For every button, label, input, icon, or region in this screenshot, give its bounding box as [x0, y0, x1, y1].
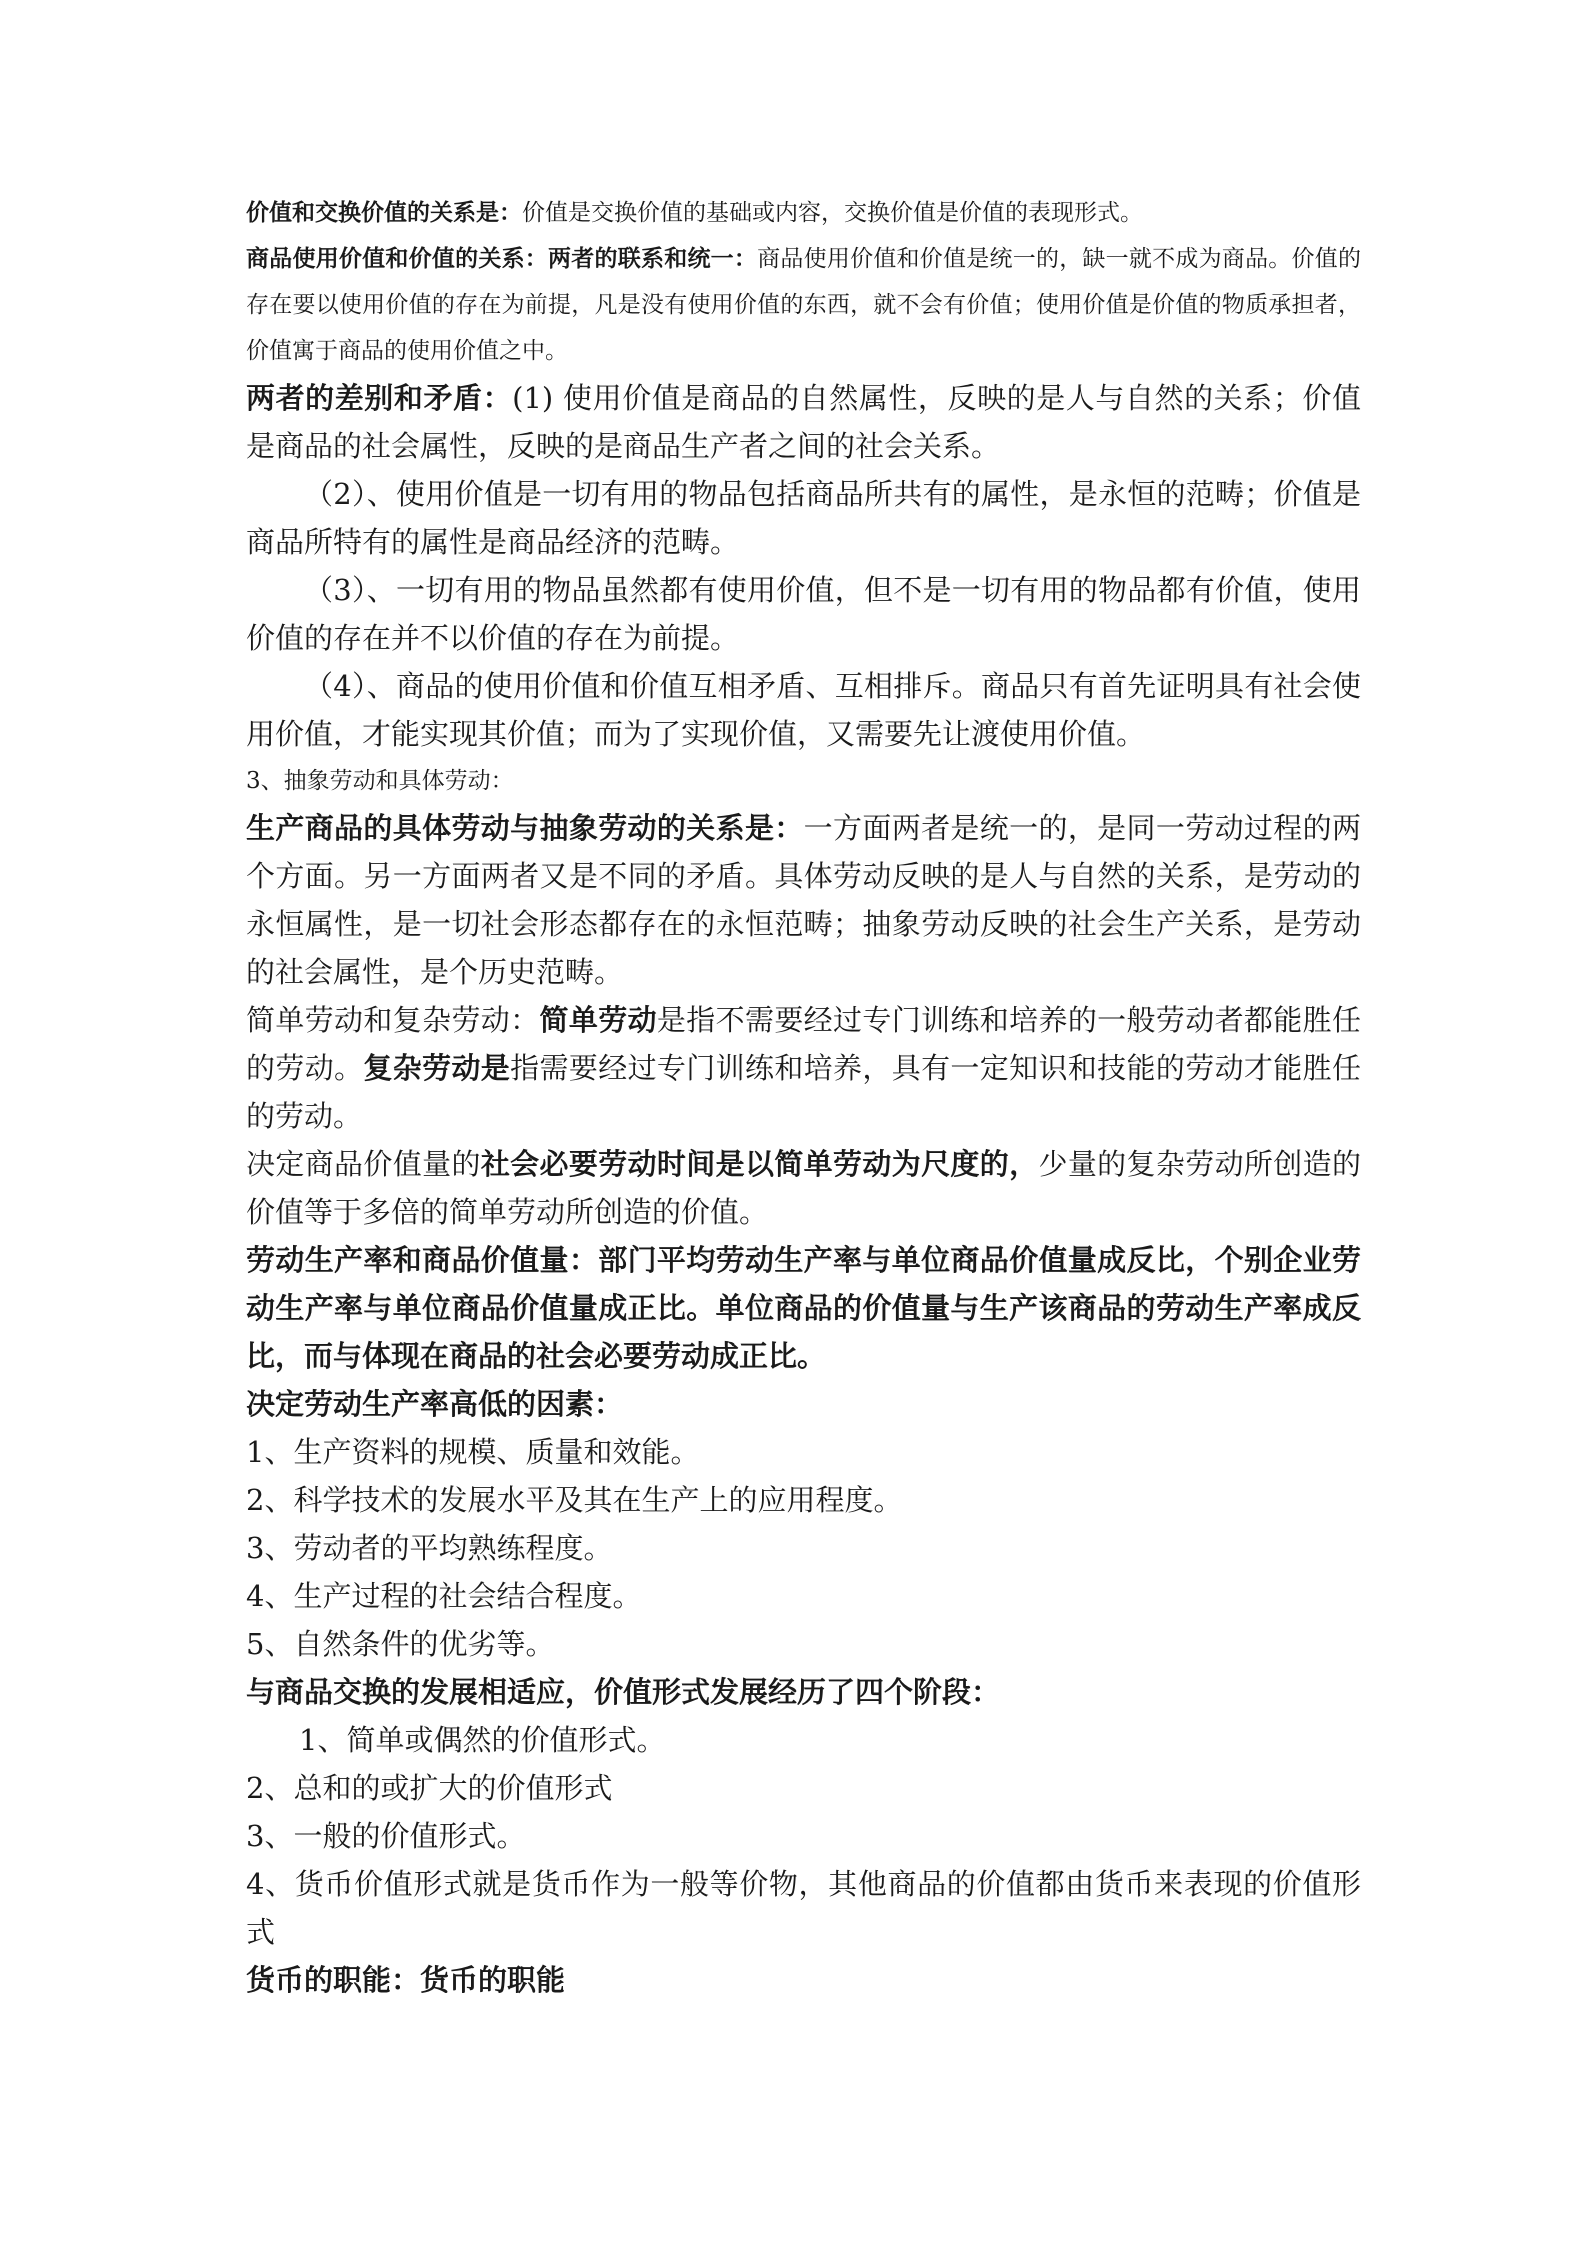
paragraph-use-value-unity [246, 236, 1361, 374]
paragraph-point-2: （2）、使用价值是一切有用的物品包括商品所共有的属性，是永恒的范畴；价值是商品所特有的属性是商品经济的范畴。 [246, 477, 1361, 559]
paragraph-text: 少量的复杂劳动所创造的价值等于多倍的简单劳动所创造的价值。 [246, 1147, 1361, 1229]
paragraph-label: 价值和交换价值的关系是： [246, 199, 522, 226]
paragraph-text: 一方面两者是统一的，是同一劳动过程的两个方面。另一方面两者又是不同的矛盾。具体劳动反映的是人与自然的关系，是劳动的永恒属性，是一切社会形态都存在的永恒范畴；抽象劳动反映的社会生产关系，是劳动的社会属性，是个历史范畴。 [246, 811, 1361, 989]
list-item: 1、生产资料的规模、质量和效能。 [246, 1435, 700, 1469]
list-item: 4、生产过程的社会结合程度。 [246, 1579, 642, 1613]
paragraph-label: 生产商品的具体劳动与抽象劳动的关系是： [246, 811, 804, 845]
heading-money-functions: 货币的职能：货币的职能 [246, 1963, 566, 1997]
paragraph-bold-term: 社会必要劳动时间是以简单劳动为尺度的， [480, 1147, 1039, 1181]
section-heading-labor: 3、抽象劳动和具体劳动： [246, 768, 514, 794]
paragraph-text: 决定商品价值量的 [246, 1147, 481, 1181]
heading-value-form-stages: 与商品交换的发展相适应，价值形式发展经历了四个阶段： [246, 1675, 1001, 1709]
list-item: 1、简单或偶然的价值形式。 [299, 1723, 666, 1757]
paragraph-text: 是指不需要经过专门训练和培养的一般劳动者都能胜任的劳动。 [246, 1003, 1361, 1085]
heading-productivity-factors: 决定劳动生产率高低的因素： [246, 1387, 624, 1421]
paragraph-value-exchange-value [246, 190, 1361, 236]
list-item: 3、劳动者的平均熟练程度。 [246, 1531, 613, 1565]
list-item: 2、总和的或扩大的价值形式 [246, 1771, 613, 1805]
paragraph-concrete-abstract-labor [246, 804, 1361, 996]
paragraph-simple-complex-labor [246, 996, 1361, 1140]
paragraph-productivity-value: 劳动生产率和商品价值量：部门平均劳动生产率与单位商品价值量成反比，个别企业劳动生产率与单位商品价值量成正比。单位商品的价值量与生产该商品的劳动生产率成反比，而与体现在商品的社会必要劳动成正比。 [246, 1243, 1361, 1373]
paragraph-value-magnitude [246, 1140, 1361, 1236]
paragraph-point-4: （4）、商品的使用价值和价值互相矛盾、互相排斥。商品只有首先证明具有社会使用价值，才能实现其价值；而为了实现价值，又需要先让渡使用价值。 [246, 669, 1361, 751]
paragraph-difference-contradiction [246, 374, 1361, 470]
paragraph-text: 价值是交换价值的基础或内容，交换价值是价值的表现形式。 [522, 200, 1143, 226]
list-item: 4、货币价值形式就是货币作为一般等价物，其他商品的价值都由货币来表现的价值形式 [246, 1867, 1361, 1949]
list-item: 2、科学技术的发展水平及其在生产上的应用程度。 [246, 1483, 903, 1517]
paragraph-text: 简单劳动和复杂劳动： [246, 1003, 540, 1037]
list-item: 5、自然条件的优劣等。 [246, 1627, 555, 1661]
paragraph-label: 商品使用价值和价值的关系：两者的联系和统一： [246, 245, 758, 272]
paragraph-point-3: （3）、一切有用的物品虽然都有使用价值，但不是一切有用的物品都有价值，使用价值的存在并不以价值的存在为前提。 [246, 573, 1361, 655]
paragraph-text: (1) 使用价值是商品的自然属性，反映的是人与自然的关系；价值是商品的社会属性，反映的是商品生产者之间的社会关系。 [246, 381, 1361, 463]
paragraph-bold-term: 复杂劳动是 [363, 1051, 511, 1085]
paragraph-text: 商品使用价值和价值是统一的，缺一就不成为商品。价值的存在要以使用价值的存在为前提，凡是没有使用价值的东西，就不会有价值；使用价值是价值的物质承担者，价值寓于商品的使用价值之中。 [246, 246, 1362, 364]
paragraph-bold-term: 简单劳动 [539, 1003, 657, 1037]
paragraph-label: 两者的差别和矛盾： [246, 381, 513, 415]
paragraph-text: 指需要经过专门训练和培养，具有一定知识和技能的劳动才能胜任的劳动。 [246, 1051, 1361, 1133]
document-body [246, 190, 1361, 2004]
list-item: 3、一般的价值形式。 [246, 1819, 526, 1853]
